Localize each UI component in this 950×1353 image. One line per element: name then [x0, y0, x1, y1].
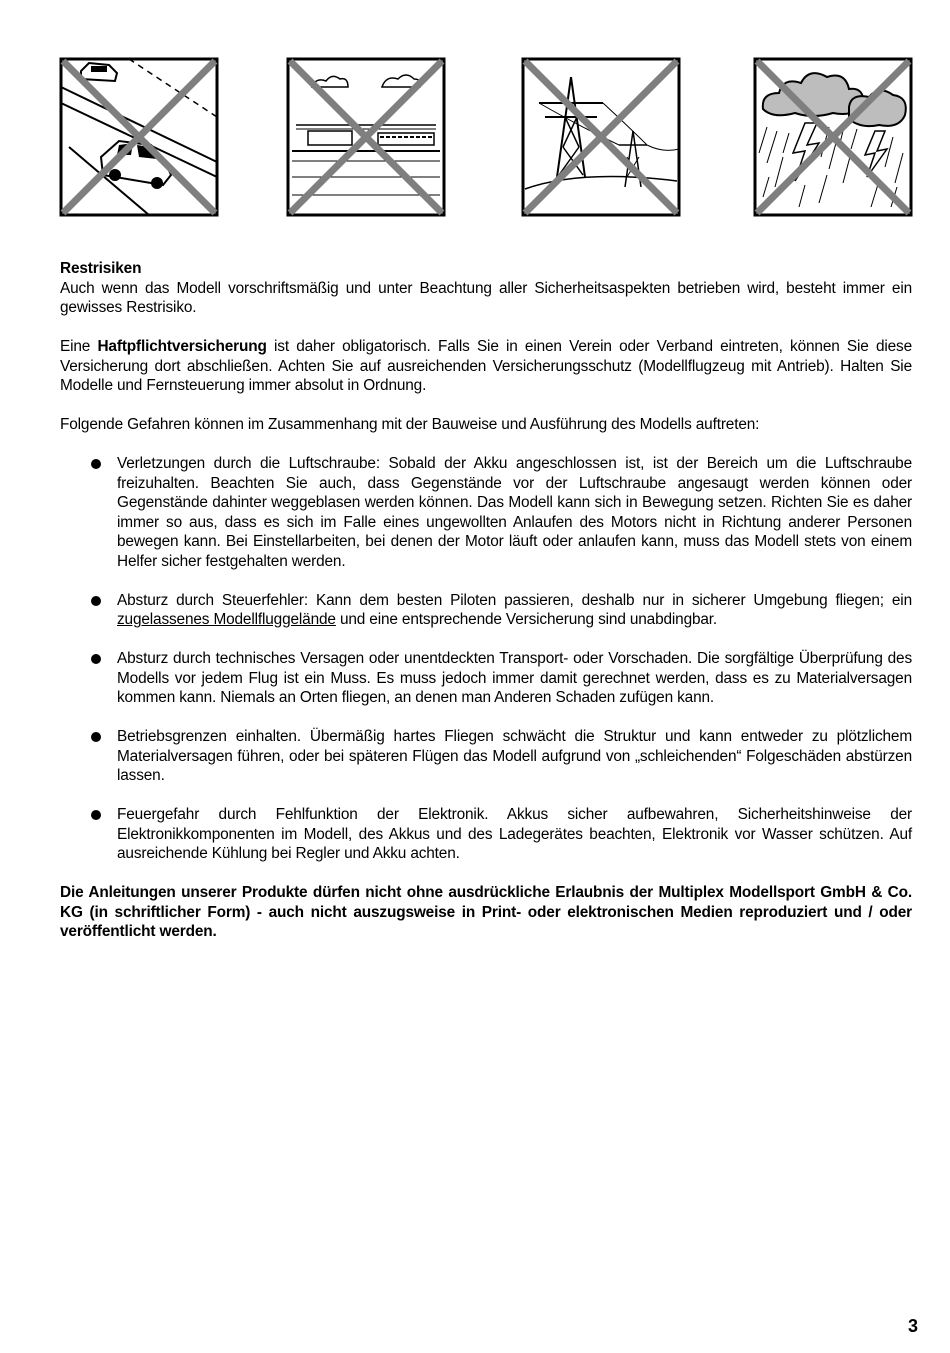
hazard-control-text-post: und eine entsprechende Versicherung sind unabdingbar. [335, 611, 718, 628]
hazard-operating-limits [60, 727, 912, 786]
hazard-limits-text: Betriebsgrenzen einhalten. Übermäßig hartes Fliegen schwächt die Struktur und kann entweder zu plötzlichem Materialversagen führen, oder bei späteren Flügen das Modell aufgrund von „schleichenden“ Folgeschäden abstürzen lassen. [117, 728, 912, 784]
no-flying-in-thunderstorms-icon [753, 57, 913, 217]
hazards-intro: Folgende Gefahren können im Zusammenhang mit der Bauweise und Ausführung des Modells auftreten: [60, 416, 760, 433]
hazard-fire [60, 805, 912, 864]
bullet-icon [91, 654, 101, 664]
hazard-propeller-text: Verletzungen durch die Luftschraube: Sobald der Akku angeschlossen ist, ist der Bereich um die Luftschraube freizuhalten. Beachten Sie auch, dass Gegenstände vor der Luftschraube angesaugt werden können oder Gegenstände dahinter weggeblasen werden können. Das Modell kann sich in Bewegung setzen. Richten Sie es daher immer so aus, dass es sich im Falle eines ungewollten Anlaufen des Motors nicht in Richtung anderer Personen bewegen kann. Bei Einstellarbeiten, bei denen der Motor läuft oder anlaufen kann, muss das Modell stets von einem Helfer sicher festgehalten werden. [117, 455, 912, 570]
page-number: 3 [907, 1316, 918, 1336]
insurance-keyword: Haftpflichtversicherung [97, 338, 267, 355]
bullet-icon [91, 459, 101, 469]
bullet-icon [91, 596, 101, 606]
no-flying-near-railways-icon [286, 57, 446, 217]
hazard-list [60, 454, 912, 864]
hazard-technical-failure [60, 649, 912, 708]
no-flying-near-roads-icon [59, 57, 219, 217]
insurance-paragraph [60, 337, 912, 396]
approved-airfield-text: zugelassenes Modellfluggelände [117, 611, 336, 628]
hazard-control-error [60, 591, 912, 630]
residual-risks-section [60, 259, 912, 942]
insurance-text-post: ist daher obligatorisch. Falls Sie in einen Verein oder Verband eintreten, können Sie diese Versicherung dort abschließen. Achten Sie auf ausreichenden Versicherungsschutz (Modellflugzeug mit Antrieb). Halten Sie Modelle und Fernsteuerung immer absolut in Ordnung. [60, 338, 912, 394]
hazard-control-text-pre: Absturz durch Steuerfehler: Kann dem besten Piloten passieren, deshalb nur in sicherer Umgebung fliegen; ein [117, 591, 912, 609]
no-flying-near-power-lines-icon [521, 57, 681, 217]
legal-notice: Die Anleitungen unserer Produkte dürfen nicht ohne ausdrückliche Erlaubnis der Multiplex Modellsport GmbH & Co. KG (in schriftlicher Form) - auch nicht auszugsweise in Print- oder elektronischen Medien reproduziert und / oder veröffentlicht werden. [60, 884, 912, 940]
section-heading: Restrisiken [60, 260, 142, 277]
insurance-text-pre: Eine [60, 338, 98, 355]
bullet-icon [91, 810, 101, 820]
intro-paragraph: Auch wenn das Modell vorschriftsmäßig und unter Beachtung aller Sicherheitsaspekten betrieben wird, besteht immer ein gewisses Restrisiko. [60, 279, 912, 316]
hazard-propeller [60, 454, 912, 571]
warning-icons-row [59, 57, 913, 219]
hazard-technical-text: Absturz durch technisches Versagen oder unentdeckten Transport- oder Vorschaden. Die sorgfältige Überprüfung des Modells vor jedem Flug ist ein Muss. Es muss jedoch immer damit gerechnet werden, dass es zu Materialversagen kommen kann. Niemals an Orten fliegen, an denen man Anderen Schaden zufügen kann. [117, 650, 912, 706]
hazard-fire-text: Feuergefahr durch Fehlfunktion der Elektronik. Akkus sicher aufbewahren, Sicherheitshinweise der Elektronikkomponenten im Modell, des Akkus und des Ladegerätes beachten, Elektronik vor Wasser schützen. Auf ausreichende Kühlung bei Regler und Akku achten. [117, 806, 912, 862]
bullet-icon [91, 732, 101, 742]
